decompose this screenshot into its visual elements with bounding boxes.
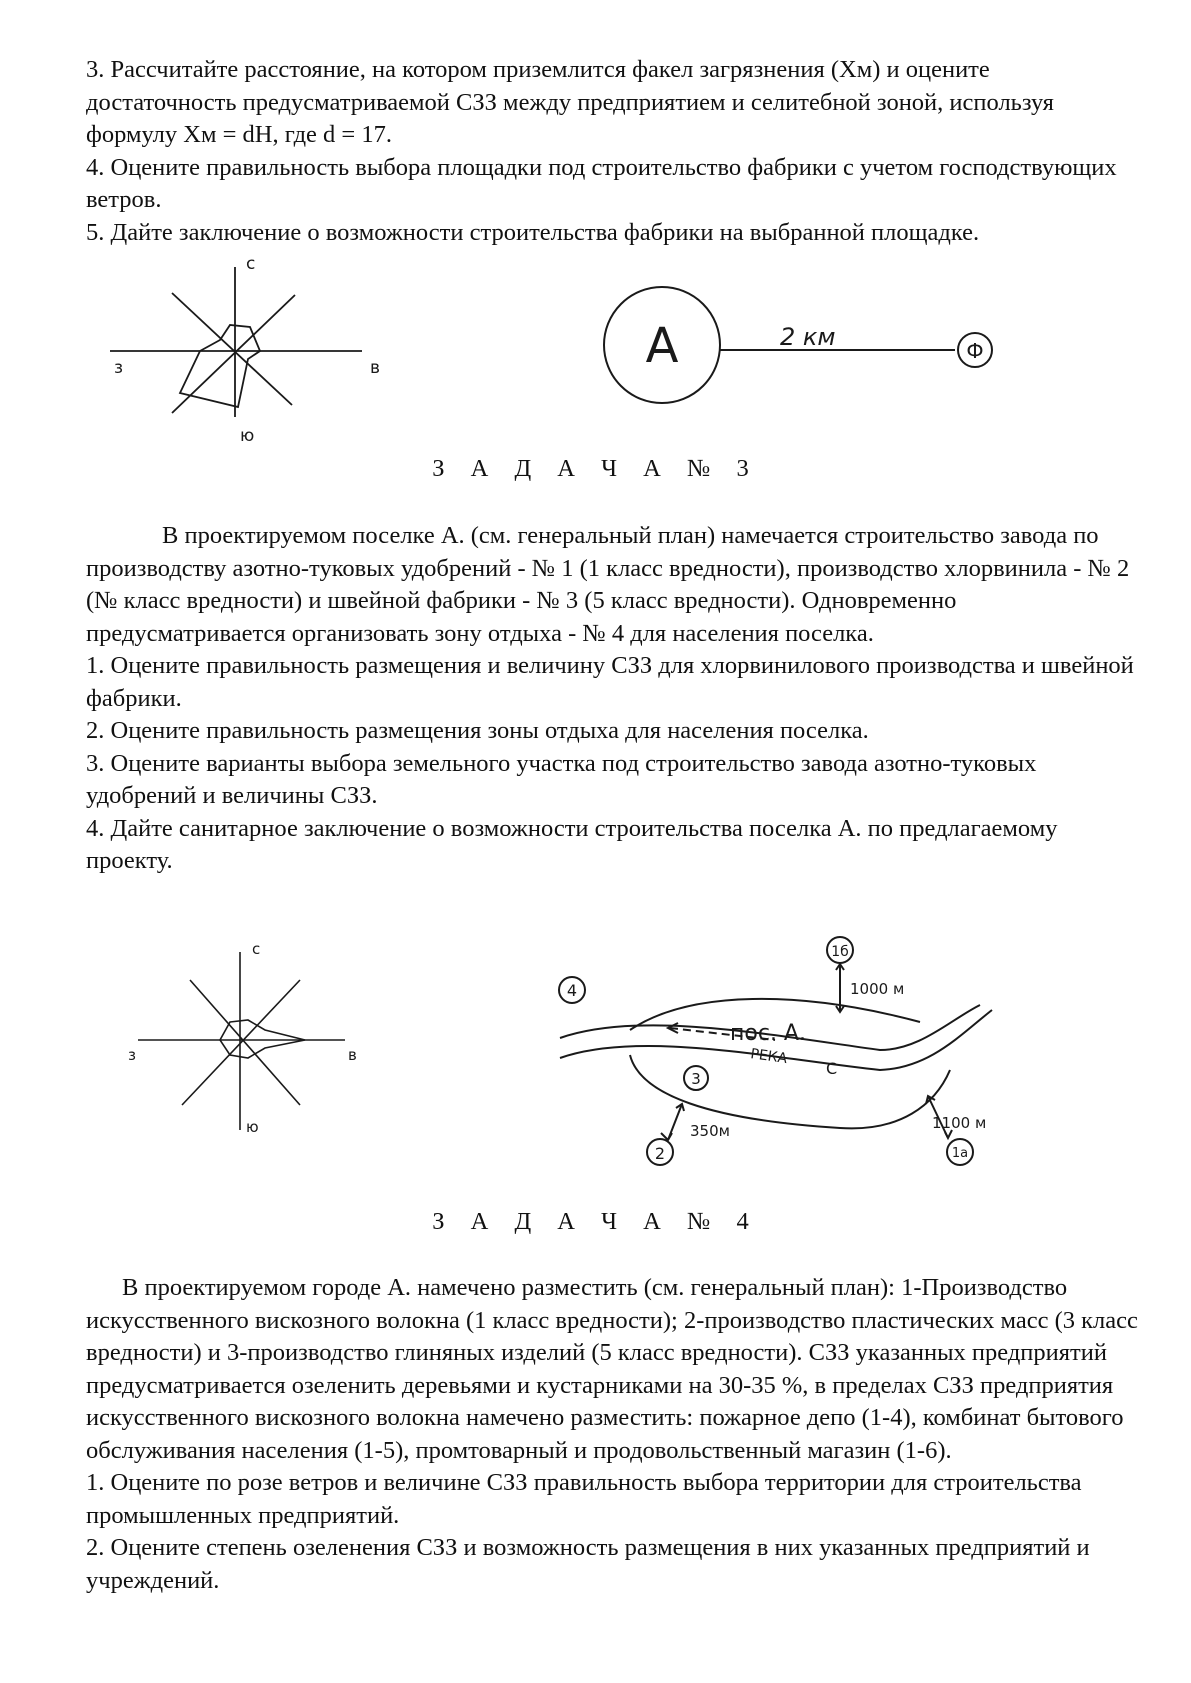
distance-1000: 1000 м (850, 980, 905, 998)
general-plan-figure-2 (540, 930, 1010, 1170)
wind-rose-figure-1 (100, 255, 390, 455)
task3-intro: В проектируемом поселке А. (см. генеральный план) намечается строительство завода по производству азотно-туковых удобрений - № 1 (1 класс вредности), производство хлорвинила - № 2 (№ класс вредности) и швейной фабрики - № 3 (5 класс вредности). Одновременно предусматривается организовать зону отдыха - № 4 для населения поселка. (86, 522, 1130, 647)
task3-question-3: 3. Оцените варианты выбора земельного участка под строительство завода азотно-туковых удобрений и величины СЗЗ. (86, 749, 1037, 809)
rose-north-label: с (246, 254, 256, 274)
task3-heading: З А Д А Ч А № 3 (432, 455, 759, 482)
rose-east-label: в (370, 358, 381, 378)
rose2-north-label: с (252, 940, 261, 958)
rose-west-label: з (114, 358, 124, 378)
task3-question-4: 4. Дайте санитарное заключение о возможности строительства поселка А. по предлагаемому проекту. (86, 814, 1058, 874)
marker-4: 4 (566, 981, 578, 1000)
marker-1b: 1б (831, 944, 849, 960)
settlement-label: пос. А. (730, 1021, 806, 1046)
task3-question-1: 1. Оцените правильность размещения и величину СЗЗ для хлорвинилового производства и швейной фабрики. (86, 652, 1134, 712)
site-a-label: А (645, 318, 679, 374)
question-4: 4. Оцените правильность выбора площадки под строительство фабрики с учетом господствующих ветров. (86, 153, 1117, 213)
river-label: РЕКА (749, 1046, 789, 1068)
task3-question-2: 2. Оцените правильность размещения зоны отдыха для населения поселка. (86, 717, 869, 744)
question-3: 3. Рассчитайте расстояние, на котором приземлится факел загрязнения (Хм) и оцените достаточность предусматриваемой СЗЗ между предприятием и селитебной зоной, используя формулу Хм = dH, где d = 17. (86, 56, 1054, 148)
question-5: 5. Дайте заключение о возможности строительства фабрики на выбранной площадке. (86, 218, 980, 246)
task4-intro: В проектируемом городе А. намечено разместить (см. генеральный план): 1-Производство искусственного вискозного волокна (1 класс вредности); 2-производство пластических масс (3 класс вредности) и 3-производство глиняных изделий (5 класс вредности). СЗЗ указанных предприятий предусматривается озеленить деревьями и кустарниками на 30-35 %, в пределах СЗЗ предприятия искусственного вискозного волокна намечено разместить: пожарное депо (1-4), комбинат бытового обслуживания населения (1-5), промтоварный и продовольственный магазин (1-6). (86, 1274, 1138, 1464)
task4-question-1: 1. Оцените по розе ветров и величине СЗЗ правильность выбора территории для строительства промышленных предприятий. (86, 1469, 1082, 1529)
site-plan-figure-1 (600, 280, 1020, 420)
distance-label: 2 км (780, 323, 836, 351)
task3-body (86, 520, 1146, 878)
task2-questions (86, 54, 1146, 249)
rose2-west-label: з (128, 1046, 136, 1064)
marker-2: 2 (654, 1144, 666, 1163)
wind-rose-figure-2 (120, 940, 370, 1140)
distance-350: 350м (690, 1122, 730, 1140)
rose2-south-label: ю (246, 1118, 259, 1136)
rose-south-label: ю (240, 426, 255, 446)
task4-heading: З А Д А Ч А № 4 (432, 1208, 759, 1235)
marker-1a: 1а (951, 1146, 969, 1161)
distance-1100: 1100 м (932, 1114, 987, 1132)
task4-body (86, 1272, 1146, 1597)
marker-3: 3 (691, 1070, 701, 1088)
river-c-label: С (826, 1059, 838, 1078)
factory-label: Ф (966, 339, 984, 363)
task4-question-2: 2. Оцените степень озеленения СЗЗ и возможность размещения в них указанных предприятий и учреждений. (86, 1534, 1090, 1594)
rose2-east-label: в (348, 1046, 357, 1064)
